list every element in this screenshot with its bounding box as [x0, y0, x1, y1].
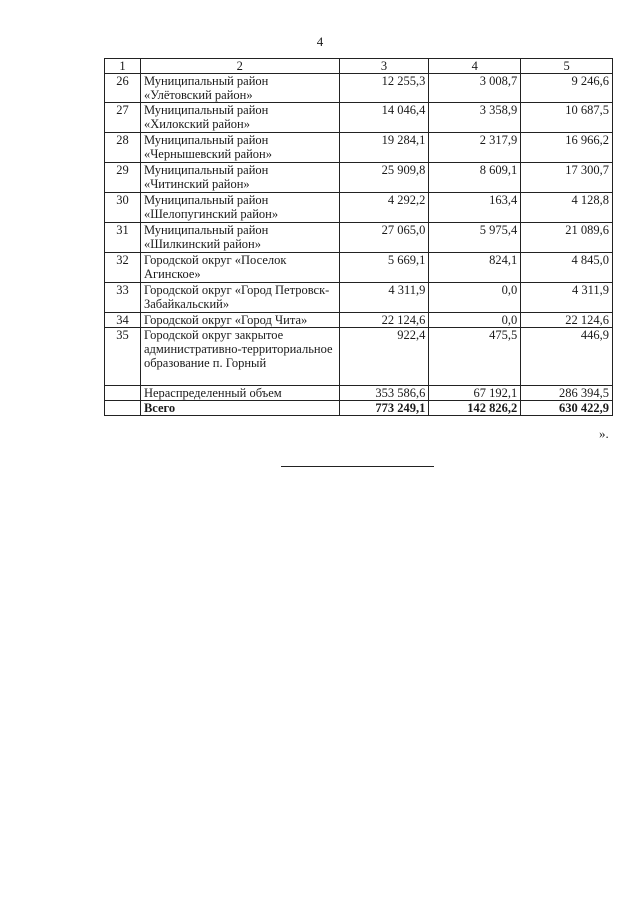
municipality-name: Муниципальный район «Шелопугинский район» — [140, 193, 339, 223]
value-col-3: 19 284,1 — [339, 133, 429, 163]
table-row — [105, 133, 613, 163]
separator-line — [281, 466, 434, 467]
value-col-5: 4 311,9 — [521, 283, 613, 313]
row-number — [105, 401, 141, 416]
value-col-5: 17 300,7 — [521, 163, 613, 193]
row-number — [105, 386, 141, 401]
total-col-5: 630 422,9 — [521, 401, 613, 416]
total-col-4: 142 826,2 — [429, 401, 521, 416]
value-col-4: 475,5 — [429, 328, 521, 386]
total-col-3: 773 249,1 — [339, 401, 429, 416]
value-col-5: 9 246,6 — [521, 74, 613, 103]
municipality-name: Городской округ «Город Чита» — [140, 313, 339, 328]
row-number: 34 — [105, 313, 141, 328]
value-col-3: 14 046,4 — [339, 103, 429, 133]
table-row — [105, 103, 613, 133]
column-header-4: 4 — [429, 59, 521, 74]
value-col-3: 353 586,6 — [339, 386, 429, 401]
value-col-3: 12 255,3 — [339, 74, 429, 103]
value-col-5: 21 089,6 — [521, 223, 613, 253]
value-col-3: 27 065,0 — [339, 223, 429, 253]
total-row — [105, 401, 613, 416]
table-row — [105, 223, 613, 253]
closing-quote-mark: ». — [599, 426, 609, 441]
value-col-3: 922,4 — [339, 328, 429, 386]
value-col-5: 4 845,0 — [521, 253, 613, 283]
value-col-4: 0,0 — [429, 283, 521, 313]
allocation-table — [104, 58, 613, 416]
value-col-5: 446,9 — [521, 328, 613, 386]
row-number: 26 — [105, 74, 141, 103]
row-number: 33 — [105, 283, 141, 313]
value-col-4: 67 192,1 — [429, 386, 521, 401]
column-header-3: 3 — [339, 59, 429, 74]
value-col-4: 0,0 — [429, 313, 521, 328]
value-col-3: 5 669,1 — [339, 253, 429, 283]
value-col-5: 10 687,5 — [521, 103, 613, 133]
row-number: 32 — [105, 253, 141, 283]
municipality-name: Городской округ «Город Петровск-Забайкальский» — [140, 283, 339, 313]
value-col-5: 22 124,6 — [521, 313, 613, 328]
value-col-5: 286 394,5 — [521, 386, 613, 401]
value-col-3: 22 124,6 — [339, 313, 429, 328]
value-col-4: 163,4 — [429, 193, 521, 223]
municipality-name: Городской округ «Поселок Агинское» — [140, 253, 339, 283]
value-col-5: 16 966,2 — [521, 133, 613, 163]
table-row — [105, 253, 613, 283]
column-header-1: 1 — [105, 59, 141, 74]
value-col-4: 824,1 — [429, 253, 521, 283]
column-header-5: 5 — [521, 59, 613, 74]
table-header-row — [105, 59, 613, 74]
municipality-name: Муниципальный район «Чернышевский район» — [140, 133, 339, 163]
table-row — [105, 74, 613, 103]
row-number: 35 — [105, 328, 141, 386]
value-col-4: 2 317,9 — [429, 133, 521, 163]
table-row — [105, 313, 613, 328]
page-number: 4 — [316, 34, 324, 49]
column-header-2: 2 — [140, 59, 339, 74]
row-number: 30 — [105, 193, 141, 223]
row-number: 27 — [105, 103, 141, 133]
total-label: Всего — [140, 401, 339, 416]
value-col-4: 3 358,9 — [429, 103, 521, 133]
value-col-3: 25 909,8 — [339, 163, 429, 193]
municipality-name: Муниципальный район «Читинский район» — [140, 163, 339, 193]
table-row — [105, 328, 613, 386]
row-number: 31 — [105, 223, 141, 253]
municipality-name: Муниципальный район «Улётовский район» — [140, 74, 339, 103]
row-number: 29 — [105, 163, 141, 193]
municipality-name: Городской округ закрытое административно-территориальное образование п. Горный — [140, 328, 339, 386]
unallocated-label: Нераспределенный объем — [140, 386, 339, 401]
table-row — [105, 386, 613, 401]
value-col-4: 8 609,1 — [429, 163, 521, 193]
municipality-name: Муниципальный район «Шилкинский район» — [140, 223, 339, 253]
row-number: 28 — [105, 133, 141, 163]
value-col-4: 5 975,4 — [429, 223, 521, 253]
table-row — [105, 163, 613, 193]
value-col-4: 3 008,7 — [429, 74, 521, 103]
table-row — [105, 283, 613, 313]
value-col-3: 4 311,9 — [339, 283, 429, 313]
table-row — [105, 193, 613, 223]
municipality-name: Муниципальный район «Хилокский район» — [140, 103, 339, 133]
value-col-3: 4 292,2 — [339, 193, 429, 223]
value-col-5: 4 128,8 — [521, 193, 613, 223]
